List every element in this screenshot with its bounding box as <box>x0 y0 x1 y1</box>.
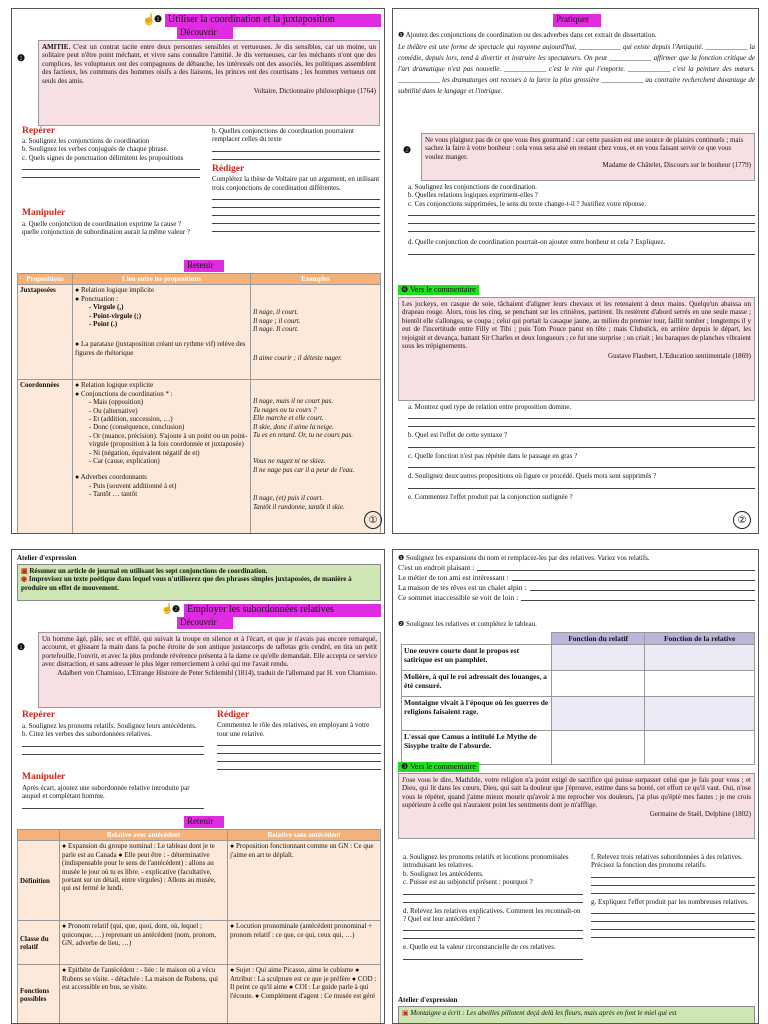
row-b: ● Proposition fonctionnant comme un GN : Ce que j'aime en art te déplaît. <box>228 841 381 921</box>
manipuler-list <box>22 784 204 809</box>
answer-line[interactable] <box>591 914 755 922</box>
question: a. Soulignez les conjonctions de coordination. <box>408 183 537 191</box>
exercise-intro: ❶ Soulignez les expansions du nom et remplacez-les par des relatives. Variez vos relatifs. <box>398 554 650 562</box>
quote-text: J'ose vous le dire, Mathilde, votre religion n'a point exigé de sacrifice qui puisse surpasser celui que je fais pour vous ; et Dieu, qui lit dans les cœurs, Dieu, qui sait la douleur que j'éprouve, estime dans sa bonté, cet effort ce qu'il vaut. Oui, n'ose vous le répéter, quand j'aime mieux mourir qu'avoir à me reprocher vos douleurs, j'ai plus qu'épié mes fautes ; je me crois supérieure à celle qui n'auraient point les sentiments dont je m'afflige. <box>402 776 751 810</box>
line: ● La parataxe (juxtaposition créant un rythme vif) relève des figures de rhétorique <box>75 340 246 357</box>
reperer-item: b. Soulignez les verbes conjugués de chaque phrase. <box>22 145 169 154</box>
page-title: Utiliser la coordination et la juxtaposition <box>165 14 381 27</box>
bullet-1: ❶ <box>17 53 26 63</box>
answer-line[interactable] <box>22 801 204 809</box>
exercise-4-questions <box>408 403 755 501</box>
answer-line[interactable] <box>408 419 755 427</box>
row-content <box>73 380 251 534</box>
answer-line[interactable] <box>403 895 583 903</box>
page-number: ① <box>364 511 382 529</box>
atelier-box <box>17 564 381 601</box>
answer-line[interactable] <box>403 923 583 931</box>
exercise-2-intro: ❷ Soulignez les relatives et complétez le tableau. <box>398 620 537 628</box>
quote-source: Madame de Châtelet, Discours sur le bonheur (1779) <box>602 161 751 170</box>
atelier-heading: Atelier d'expression <box>398 996 458 1004</box>
answer-line[interactable] <box>591 870 755 878</box>
table-row-sentence: Une œuvre courte dont le propos est satirique est un pamphlet. <box>402 645 552 671</box>
line: - Virgule (,) <box>89 303 124 312</box>
example: Il ne nage pas car il a peur de l'eau. <box>253 465 355 474</box>
line: ● Ponctuation : <box>75 294 119 303</box>
section-number: ❷ <box>172 604 181 614</box>
coordination-icon: ☝ <box>142 14 156 26</box>
answer-line[interactable] <box>408 411 755 419</box>
line: ● Conjonctions de coordination * : <box>75 389 173 398</box>
answer-line[interactable] <box>22 170 200 178</box>
row-a: ● Epithète de l'antécédent : - liée : le maison où a vécu Rubens se visite. - détachée : La maison de Rubens, qui est accessible en bus, se visite. <box>60 965 228 1024</box>
question: b. Quelles relations logiques expriment-elles ? <box>408 191 538 200</box>
question: c. Puisse est au subjonctif présent : pourquoi ? <box>403 878 533 887</box>
exercise-1 <box>398 31 755 97</box>
row-content <box>73 285 251 380</box>
answer-line[interactable] <box>22 162 200 170</box>
col-header <box>402 633 552 645</box>
atelier-item-2 <box>21 575 377 592</box>
row-label: Définition <box>18 841 60 921</box>
vers-label: Vers le commentaire <box>410 762 476 771</box>
section-number: ❶ <box>154 14 163 24</box>
questions-right <box>591 853 755 938</box>
amitie-source: Voltaire, Dictionnaire philosophique (1764) <box>253 86 376 95</box>
example: Vous ne nagez ni ne skiez. <box>253 457 326 466</box>
answer-line[interactable] <box>212 224 380 232</box>
question: b. Soulignez les antécédents. <box>403 869 484 878</box>
document-icon: ▣ <box>402 1009 409 1017</box>
manipuler-item: a. Quelle conjonction de coordination exprime la cause ? quelle conjonction de subordination aurait la même valeur ? <box>22 220 190 237</box>
exercise-1 <box>398 554 755 602</box>
table-row-sentence: Montaigne vivait à l'époque où les guerres de religions faisaient rage. <box>402 697 552 731</box>
question: c. Quelle fonction n'est pas répétée dans le passage en gras ? <box>408 451 578 460</box>
fill-label: La maison de tes rêves est un chalet alpin : <box>398 583 527 593</box>
answer-line[interactable] <box>408 247 755 255</box>
atelier-box <box>398 1006 755 1024</box>
answer-line[interactable] <box>22 747 204 755</box>
relatives-table <box>401 632 755 765</box>
example: Il skie, donc il aime la neige. <box>253 422 334 431</box>
worksheet-page-4 <box>392 549 759 1024</box>
reperer-list <box>22 137 200 178</box>
fill-row <box>398 583 755 592</box>
answer-line[interactable] <box>591 878 755 886</box>
table-cell-input[interactable] <box>645 645 755 671</box>
col-header: Exemples <box>251 274 381 285</box>
example: Il aime courir ; il déteste nager. <box>253 353 342 362</box>
answer-line[interactable] <box>403 931 583 939</box>
answer-line[interactable] <box>408 216 755 224</box>
question: b. Quel est l'effet de cette syntaxe ? <box>408 431 508 440</box>
atelier-heading: Atelier d'expression <box>17 554 77 562</box>
row-b: ● Locution pronominale (antécédent pronominal + pronom relatif : ce que, ce qui, ceux qui, …) <box>228 921 381 965</box>
table-cell-input[interactable] <box>552 645 645 671</box>
answer-line[interactable] <box>22 739 204 747</box>
answer-line[interactable] <box>591 930 755 938</box>
example: Il nage, il court. <box>253 308 299 317</box>
document-icon: ▣ <box>21 567 28 575</box>
answer-line[interactable] <box>217 746 381 754</box>
manipuler-heading: Manipuler <box>22 208 66 218</box>
answer-line[interactable] <box>512 573 755 581</box>
question: c. Ces conjonctions supprimées, le sens du texte change-t-il ? Justifiez votre réponse. <box>408 199 647 208</box>
table-cell-input[interactable] <box>552 671 645 697</box>
line: - Ou (alternative) <box>89 406 138 415</box>
answer-line[interactable] <box>521 593 755 601</box>
line: ● Relation logique implicite <box>75 286 155 295</box>
quote-text: Ne vous plaignez pas de ce que vous êtes gourmand : car cette passion est une source de plaisirs continuels ; mais sachez la faire à votre bonheur : cela vous sera aisé en restant chez vous, et en vous faisant servir ce que vous voulez manger. <box>425 136 744 161</box>
table-row-sentence: Molière, à qui le roi adressait des louanges, a été censuré. <box>402 671 552 697</box>
row-a: ● Expansion du groupe nominal : Le tableau dont je te parle est au Canada ● Elle peut être : - déterminative (indispensable pour le sens de l'antécédent) : allons au musée le jour où tu es libre. - explicative (facultative, portant sur un détail, entre virgules) : Allons au musée, qui est fermé le lundi. <box>60 841 228 921</box>
example: Tu nages ou tu cours ? <box>253 405 317 414</box>
fill-row <box>398 563 755 572</box>
table-row-sentence: L'essai que Camus a intitulé Le Mythe de Sisyphe traite de l'absurde. <box>402 731 552 765</box>
decouvrir-label: Découvrir <box>177 27 233 39</box>
col-header: Lien entre les propositions <box>73 274 251 285</box>
atelier-item-1 <box>21 567 377 575</box>
col2-item: b. Quelles conjonctions de coordination pourraient remplacer celles du texte <box>212 127 354 144</box>
exercise-intro: ❶ Ajoutez des conjonctions de coordination ou des adverbes dans cet extrait de dissertation. <box>398 31 657 39</box>
question: d. Relevez les relatives explicatives. Comment les reconnaît-on ? Quel est leur antécédent ? <box>403 906 581 923</box>
line: - Donc (conséquence, conclusion) <box>89 423 185 432</box>
relative-icon: ☝ <box>161 604 174 615</box>
answer-line[interactable] <box>530 583 756 591</box>
line: - Point (.) <box>89 319 118 328</box>
speaker-icon: ◉ <box>21 575 28 584</box>
row-b: ● Sujet : Qui aime Picasso, aime le cubisme ● Attribut : La sculpture est ce que je préfère ● COD : Il peint ce qu'il aime ● COI : Le guide parle à qui l'écoute. ● Complément d'agent : Ce musée est géré <box>228 965 381 1024</box>
table-cell-input[interactable] <box>645 671 755 697</box>
question: d. Soulignez deux autres propositions où figure ce procédé. Quels mots sont supprimés ? <box>408 472 657 481</box>
amitie-text: C'est un contrat tacite entre deux personnes sensibles et vertueuses. Je dis sensibles, car un moine, un solitaire peut n'être point méchant, et vivre sans connaître l'amitié. Je dis vertueuses, car les méchants n'ont que des complices, les voluptueux ont des compagnons de débauche, les intéressés ont des associés, les politiques assemblent des factieux, les communs des hommes oisifs a des liaisons, les princes ont des courtisans ; les hommes vertueux ont seuls des amis. <box>42 43 376 85</box>
page-title: Pratiquer <box>553 14 601 27</box>
worksheet-page-3 <box>11 549 385 1024</box>
retenir-label: Retenir <box>184 816 224 828</box>
question: e. Commentez l'effet produit par la conjonction surlignée ? <box>408 492 573 501</box>
atelier-text: Résumez un article de journal en utilisant les sept conjonctions de coordination. <box>29 567 268 575</box>
line: - Puis (souvent additionné à et) <box>89 481 177 490</box>
rediger-text: Commentez le rôle des relatives, en employant à votre tour une relative. <box>217 721 370 738</box>
reperer-item: a. Soulignez les conjonctions de coordination <box>22 137 150 145</box>
table-cell-input[interactable] <box>645 697 755 731</box>
rediger-text: Complétez la thèse de Voltaire par un argument, en utilisant trois conjonctions de coordination différentes. <box>212 175 380 192</box>
vers-label: Vers le commentaire <box>410 285 476 294</box>
quote-source: Gustave Flaubert, L'Education sentimentale (1869) <box>608 352 751 361</box>
row-examples <box>251 380 381 534</box>
reperer-heading: Repérer <box>22 126 56 136</box>
answer-line[interactable] <box>408 481 755 489</box>
table-cell-input[interactable] <box>552 731 645 765</box>
answer-line[interactable] <box>212 200 380 208</box>
page-number: ② <box>733 511 751 529</box>
answer-line[interactable] <box>591 922 755 930</box>
quote-text: Un homme âgé, pâle, sec et effilé, qui suivait la troupe en silence et à l'écart, et que je n'avais pas encore remarqué, accourut, et glissant la main dans la poche étroite de son antique justaucorps de taffetas gris cendré, en tira un petit portefeuille, l'ouvrit, et avec la plus profonde révérence présenta à la dame ce qu'elle demandait. Elle accepta ce service avec distraction, et sans adresser le plus léger remerciement à celui qui me l'avait rendu. <box>42 635 377 669</box>
answer-line[interactable] <box>212 192 380 200</box>
right-column <box>217 710 381 770</box>
example: Il nage, (et) puis il court. <box>253 494 324 503</box>
line: - Mais (opposition) <box>89 398 144 407</box>
rediger-heading: Rédiger <box>212 163 245 174</box>
answer-line[interactable] <box>408 440 755 448</box>
retenir-table <box>17 829 381 1024</box>
bullet-2: ❷ <box>403 145 412 155</box>
answer-line[interactable] <box>408 460 755 468</box>
fill-row <box>398 573 755 582</box>
vers-commentaire: ❹ Vers le commentaire <box>398 285 479 295</box>
question: a. Soulignez les pronoms relatifs et locutions pronominales introduisant les relatives. <box>403 853 569 870</box>
retenir-table <box>17 273 381 534</box>
answer-line[interactable] <box>403 887 583 895</box>
example: Tantôt il randonne, tantôt il skie. <box>253 502 345 511</box>
col-header: Propositions <box>18 274 73 285</box>
row-label: Juxtaposées <box>18 285 73 380</box>
line: - Et (addition, succession, …) <box>89 414 173 423</box>
answer-line[interactable] <box>408 224 755 232</box>
col-header <box>18 830 60 841</box>
question: g. Expliquez l'effet produit par les nombreuses relatives. <box>591 897 749 906</box>
line: ● Adverbes coordonnants <box>75 473 147 482</box>
manipuler-text: Après écart, ajoutez une subordonnée relative introduite par auquel et complétant homme. <box>22 784 190 801</box>
line: - Tantôt … tantôt <box>89 490 138 499</box>
col-header: Fonction du relatif <box>552 633 645 645</box>
rediger-heading: Rédiger <box>217 710 250 720</box>
answer-line[interactable] <box>591 886 755 894</box>
answer-line[interactable] <box>212 216 380 224</box>
quote-source: Germaine de Staël, Delphine (1802) <box>649 809 751 818</box>
example: Il nage, mais il ne court pas. <box>253 397 334 406</box>
manipuler-heading: Manipuler <box>22 772 66 782</box>
manipuler-list <box>22 220 200 237</box>
row-a: ● Pronom relatif (qui, que, quoi, dont, où, lequel ; quiconque, …) reprenant un antécédent (nom, pronom, GN, adverbe de lieu, …) <box>60 921 228 965</box>
answer-line[interactable] <box>217 738 381 746</box>
page-title: Employer les subordonnées relatives <box>184 604 381 617</box>
question: e. Quelle est la valeur circonstancielle de ces relatives. <box>403 943 556 952</box>
fill-text: Le théâtre est une forme de spectacle qui rayonne aujourd'hui, ____________ qui existe depuis l'Antiquité. ____________ la comédie, depuis lors, tend à divertir et instruire les spectateurs. On peut ____________ affirmer que la fonction critique de l'art dramatique n'est pas nouvelle. ____________ c'est le rire qui l'emporte. ____________ c'est la peinture des mœurs. ____________ les dramaturges ont recours à la farce la plus grossière ____________ au contraire recherchent davantage de subtilité dans le langage et l'intrigue. <box>398 43 755 95</box>
example: Il nage. Il court. <box>253 325 299 334</box>
right-column <box>212 127 380 232</box>
atelier-text: Montaigne a écrit : Les abeilles pillotent deçà delà les fleurs, mais après en font le miel qui est <box>410 1009 677 1017</box>
reperer-heading: Repérer <box>22 710 56 720</box>
reperer-item: c. Quels signes de ponctuation délimitent les propositions <box>22 153 184 162</box>
question: a. Montrez quel type de relation entre proposition domine. <box>408 403 572 411</box>
row-label: Classe du relatif <box>18 921 60 965</box>
example: Elle marche et elle court. <box>253 414 324 423</box>
quote-text: Les jockeys, en casque de soie, tâchaient d'aligner leurs chevaux et les retenaient à deux mains. Quelqu'un abaissa un drapeau rouge. Alors, tous les cinq, se penchant sur les crinières, partirent. Ils restèrent d'abord serrés en une seule masse ; bientôt elle s'allongea, se coupa ; celui qui portait la casaque jaune, au milieu du premier tour, faillit tomber ; longtemps il y eut de l'incertitude entre Filly et Tibi ; puis Tom Pouce parut en tête ; mais Clubstick, en arrière depuis le départ, les rejoignit et devança, battant Sir Charles et deux longueurs ; ce fut une surprise ; on criait ; les baraques de planches vibraient sous les trépignements. <box>402 300 751 350</box>
flaubert-quote <box>398 297 755 401</box>
answer-line[interactable] <box>477 563 755 571</box>
reperer-item: b. Citez les verbes des subordonnées relatives. <box>22 730 152 739</box>
answer-line[interactable] <box>403 952 583 960</box>
decouvrir-label: Découvrir <box>177 617 233 629</box>
reperer-list <box>22 722 204 755</box>
fill-label: Le métier de ton ami est intéressant : <box>398 573 509 583</box>
answer-line[interactable] <box>212 144 380 152</box>
col-header: Relative sans antécédent <box>228 830 381 841</box>
quote-source: Adalbert von Chamisso, L'Etrange Histoire de Peter Schlemihl (1814), traduit de l'allemand par H. von Chamisso. <box>57 668 377 677</box>
answer-line[interactable] <box>212 152 380 160</box>
chatelet-quote <box>421 133 755 181</box>
line: ● Relation logique explicite <box>75 381 154 390</box>
answer-line[interactable] <box>408 208 755 216</box>
amitie-head: AMITIE. <box>42 43 71 51</box>
retenir-label: Retenir <box>184 260 224 272</box>
row-label: Coordonnées <box>18 380 73 534</box>
fill-row <box>398 593 755 602</box>
col-header: Relative avec antécédent <box>60 830 228 841</box>
table-cell-input[interactable] <box>645 731 755 765</box>
atelier-text: Improvisez un texte poétique dans lequel vous n'utiliserez que des phrases simples juxtaposées, de manière à produire un effet de mouvement. <box>21 575 352 592</box>
example: Il nage ; il court. <box>253 316 301 325</box>
question: d. Quelle conjonction de coordination pourrait-on ajouter entre bonheur et cela ? Expliquez. <box>408 238 666 247</box>
exercise-2-questions <box>408 183 755 255</box>
stael-quote <box>398 773 755 839</box>
col-header: Fonction de la relative <box>645 633 755 645</box>
amitie-quote <box>38 40 380 126</box>
bullet-1: ❶ <box>17 642 26 652</box>
answer-line[interactable] <box>217 754 381 762</box>
fill-label: C'est un endroit plaisant : <box>398 563 475 573</box>
worksheet-page-2 <box>392 8 759 534</box>
vers-commentaire: ❸ Vers le commentaire <box>398 762 479 772</box>
line: - Car (cause, explication) <box>89 456 160 465</box>
line: - Or (nuance, précision). S'ajoute à un point ou un point-virgule (proposition à la fois coordonnée et juxtaposée) <box>89 431 248 449</box>
line: - Ni (négation, équivalent négatif de et) <box>89 448 200 457</box>
example: Tu es en retard. Or, tu ne cours pas. <box>253 430 354 439</box>
answer-line[interactable] <box>212 208 380 216</box>
worksheet-page-1 <box>11 8 385 534</box>
row-examples <box>251 285 381 380</box>
reperer-item: a. Soulignez les pronoms relatifs. Soulignez leurs antécédents. <box>22 722 197 730</box>
fill-label: Ce sommet inaccessible se voit de loin : <box>398 593 519 603</box>
answer-line[interactable] <box>591 906 755 914</box>
row-label: Fonctions possibles <box>18 965 60 1024</box>
answer-line[interactable] <box>217 762 381 770</box>
table-cell-input[interactable] <box>552 697 645 731</box>
question: f. Relevez trois relatives subordonnées à des relatives. Précisez la fonction des pronoms relatifs. <box>591 853 743 870</box>
questions-left <box>403 853 583 960</box>
line: - Point-virgule (;) <box>89 311 142 320</box>
chamisso-quote <box>38 632 381 708</box>
